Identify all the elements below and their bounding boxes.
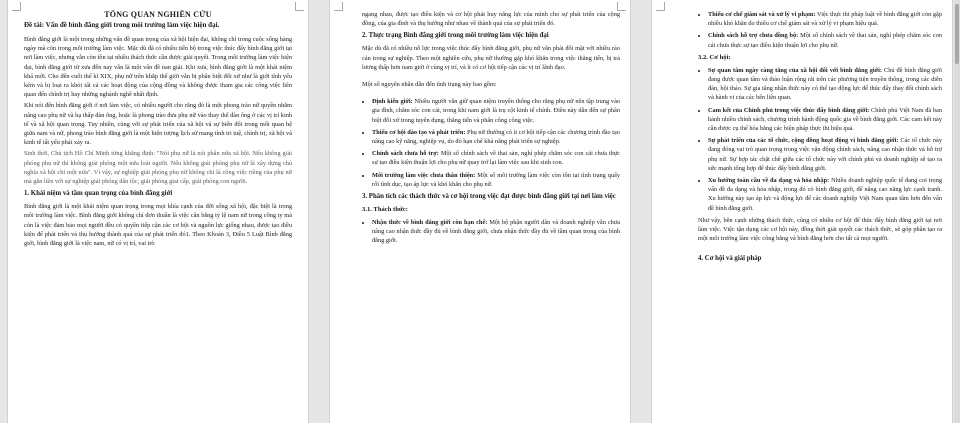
- challenges-list: [362, 218, 620, 246]
- document-page-1: [8, 0, 308, 423]
- list-item: [708, 66, 942, 103]
- opportunities-list: [698, 66, 942, 213]
- list-item-text: Phụ nữ thường có ít cơ hội tiếp cận các chương trình đào tạo nâng cao kỹ năng, nghiệp vụ, do đó hạn chế khả năng phát triển sự nghiệp.: [372, 128, 620, 146]
- paragraph: Bình đẳng giới là một khái niệm quan trọng trong mọi khía cạnh của đời sống xã hội, đặc biệt là trong môi trường làm việc. Bình đẳng giới không chỉ đơn thuần là việc cân bằng tỷ lệ nam nữ trong công ty mà còn là việc đảm bảo mọi người đều có quyền tiếp cận các cơ hội và nguồn lực giống nhau, được tạo điều kiện để phát triển và thụ hưởng thành quả của sự phát triển đó1. Theo Khoản 3, Điều 5 Luật Bình đẳng giới, bình đẳng giới là việc nam, nữ có vị trí, vai trò: [24, 203, 292, 248]
- list-item: [708, 10, 942, 28]
- crop-mark: [295, 2, 304, 11]
- list-item-term: Thiếu cơ hội đào tạo và phát triển:: [372, 128, 466, 136]
- list-item: [372, 149, 620, 167]
- document-topic: Đề tài: Vấn đề bình đẳng giới trong môi trường làm việc hiện đại.: [24, 21, 220, 29]
- crop-mark: [334, 2, 343, 11]
- paragraph: Như vậy, bên cạnh những thách thức, cũng có nhiều cơ hội để thúc đẩy bình đẳng giới tại nơi làm việc. Việc tận dụng các cơ hội này, đồng thời giải quyết các thách thức, sẽ góp phần tạo ra một môi trường làm việc công bằng và bình đẳng hơn cho tất cả mọi người.: [698, 216, 942, 243]
- document-page-2: [330, 0, 630, 423]
- list-item-term: Thiếu cơ chế giám sát và xử lý vi phạm:: [708, 11, 816, 18]
- list-item-term: Sự quan tâm ngày càng tăng của xã hội đối với bình đẳng giới:: [708, 66, 882, 74]
- list-item-term: Định kiến giới:: [372, 98, 413, 106]
- list-item-text: Các tổ chức này đang đóng vai trò quan trọng trong việc vận động chính sách, nâng cao nhận thức và hỗ trợ phụ nữ. Sự hợp tác chặt chẽ giữa các tổ chức này với chính phủ và doanh nghiệp sẽ tạo ra sức mạnh tổng hợp để thúc đẩy bình đẳng giới.: [708, 137, 942, 172]
- list-item-text: Nhiều người vẫn giữ quan niệm truyền thống cho rằng phụ nữ nên tập trung vào gia đình, chăm sóc con cái, trong khi nam giới là trụ cột kinh tế chính. Điều này dẫn đến sự phân biệt đối xử trong tuyển dụng, thăng tiến và phân công công việc.: [372, 98, 620, 124]
- list-item: [372, 171, 620, 189]
- list-item: [708, 106, 942, 134]
- subsection-heading: 3.2. Cơ hội:: [698, 53, 731, 61]
- list-item-term: Cam kết của Chính phủ trong việc thúc đẩy bình đẳng giới:: [708, 106, 870, 114]
- paragraph: Bình đẳng giới là một trong những vấn đề quan trọng của xã hội hiện đại, không chỉ trong cuộc sống hàng ngày mà còn trong môi trường làm việc. Mặc dù đã có nhiều tiến bộ trong việc thúc đẩy bình đẳng giới tại nơi làm việc, nhưng vẫn còn tồn tại nhiều thách thức cần được giải quyết. Trong môi trường làm việc hiện đại, bình đẳng giới từ xưa đến nay vẫn là một vấn đề nan giải. Khi xưa, bình đẳng giới là một khái niệm khá mới. Cho đến cuối thế kỉ XIX, phụ nữ trên khắp thế giới vẫn bị phân biệt đối xử như là giới tính yếu kém và bị loại ra khỏi tất cả các hoạt động của cộng đồng và không được tham gia các công việc liên quan đến chính trị hay những nghành nghề nhất định.: [24, 36, 292, 99]
- vertical-scrollbar[interactable]: [954, 0, 960, 423]
- list-item-text: Việc thực thi pháp luật về bình đẳng giới còn gặp nhiều khó khăn do thiếu cơ chế giám sát và xử lý vi phạm hiệu quả.: [708, 11, 942, 28]
- section-heading: 1. Khái niệm và tầm quan trọng của bình đẳng giới: [24, 190, 173, 198]
- section-heading: 4. Cơ hội và giải pháp: [698, 255, 762, 263]
- list-item-text: Một số chính sách về thai sản, nghỉ phép chăm sóc con cái chưa thực sự tạo điều kiện thuận lợi cho phụ nữ quay trở lại làm việc sau khi sinh con.: [372, 150, 620, 167]
- list-item-term: Chính sách chưa hỗ trợ:: [372, 150, 439, 158]
- paragraph: Sinh thời, Chủ tịch Hồ Chí Minh từng khẳng định: "Nói phụ nữ là nói phân nửa xã hội. Nếu không giải phóng phụ nữ thì không giải phóng một nửa loài người. Nếu không giải phóng phụ nữ là xây dựng chủ nghĩa xã hội chỉ một nửa". Vì vậy, sự nghiệp giải phóng phụ nữ không chỉ là công việc riêng của phụ nữ mà gắn liền với sự nghiệp giải phóng dân tộc, giải phóng giai cấp, giải phóng con người.: [24, 150, 292, 186]
- paragraph: Một số nguyên nhân dẫn đến tình trạng này bao gồm:: [362, 81, 497, 89]
- list-item: [708, 31, 942, 49]
- causes-list: [362, 97, 620, 189]
- section-heading: 3. Phân tích các thách thức và cơ hội trong việc đạt được bình đẳng giới tại nơi làm việc: [362, 193, 616, 201]
- document-page-3: [652, 0, 952, 423]
- list-item: [372, 218, 620, 246]
- list-item: [708, 176, 942, 213]
- list-item-text: Một số môi trường làm việc còn tồn tại tình trạng quấy rối tình dục, tạo áp lực và khó khăn cho phụ nữ.: [372, 171, 620, 188]
- list-item-term: Xu hướng toàn cầu về đa dạng và hòa nhập:: [708, 177, 830, 185]
- document-title: TỔNG QUAN NGHIÊN CỨU: [104, 10, 212, 19]
- list-item-text: Chính phủ Việt Nam đã ban hành nhiều chính sách, chương trình hành động quốc gia về bình đẳng giới. Các cam kết này cần được cụ thể hóa bằng các biện pháp thực thi hiệu quả.: [708, 106, 942, 133]
- list-item-text: Nhiều doanh nghiệp quốc tế đang coi trọng vấn đề đa dạng và hòa nhập, trong đó có bình đẳng giới, để nâng cao năng lực cạnh tranh. Xu hướng này tạo áp lực và động lực để các doanh nghiệp Việt Nam quan tâm hơn đến vấn đề bình đẳng giới.: [708, 177, 942, 212]
- list-item: [372, 97, 620, 125]
- list-item-term: Chính sách hỗ trợ chưa đồng bộ:: [708, 32, 799, 40]
- scrollbar-thumb[interactable]: [955, 4, 959, 64]
- paragraph: Mặc dù đã có nhiều nỗ lực trong việc thúc đẩy bình đẳng giới, phụ nữ vẫn phải đối mặt với nhiều rào cản trong sự nghiệp. Theo một nghiên cứu, phụ nữ thường gặp khó khăn trong việc thăng tiến, bị trả lương thấp hơn nam giới ở cùng vị trí, và ít có cơ hội tiếp cận các vị trí lãnh đạo.: [362, 45, 620, 71]
- list-item-text: Một bộ phận người dân và doanh nghiệp vẫn chưa nâng cao nhận thức đầy đủ về bình đẳng giới, chưa nhận thức đầy đủ về tầm quan trọng của bình đẳng giới.: [372, 219, 620, 245]
- list-item: [372, 128, 620, 146]
- list-item: [708, 136, 942, 173]
- list-item-term: Môi trường làm việc chưa thân thiện:: [372, 171, 476, 179]
- list-item-term: Nhận thức về bình đẳng giới còn hạn chế:: [372, 219, 488, 227]
- crop-mark: [12, 2, 21, 11]
- subsection-heading: 3.1. Thách thức:: [362, 206, 408, 214]
- list-item-text: Một số chính sách về thai sản, nghỉ phép chăm sóc con cái chưa thực sự tạo điều kiện thuận lợi cho phụ nữ.: [708, 32, 942, 49]
- list-item-text: Chủ đề bình đẳng giới đang được quan tâm và thảo luận rộng rãi trên các phương tiện truyền thông, trong các diễn đàn, hội thảo. Sự gia tăng nhận thức này có thể tạo động lực để thúc đẩy thay đổi chính sách và hành vi của các bên liên quan.: [708, 66, 942, 102]
- paragraph: ngang nhau, được tạo điều kiện và cơ hội phát huy năng lực của mình cho sự phát triển của cộng đồng, của gia đình và thụ hưởng như nhau về thành quả của sự phát triển đó.: [362, 11, 620, 28]
- challenges-list-continued: [698, 10, 942, 50]
- section-heading: 2. Thực trạng Bình đẳng giới trong môi trường làm việc hiện đại: [362, 32, 549, 40]
- paragraph: Khi nói đến bình đẳng giới ở nơi làm việc, có nhiều người cho rằng đó là một phong trào nữ quyền nhằm nâng cao phụ nữ và hạ thấp đàn ông, hoặc là phong trào đưa phụ nữ vào thay thế đàn ông ở các vị trí kinh tế và xã hội quan trọng. Tuy nhiên, cùng với sự phát triển của xã hội và sự biến đổi trong mối quan hệ giữa nam và nữ, phong trào bình đẳng giới là một hiện tượng lịch sử mang tính tri tuệ, chính trị, xã hội và kinh tế tất yếu phải xảy ra.: [24, 102, 292, 147]
- crop-mark: [656, 2, 665, 11]
- list-item-term: Sự phát triển của các tổ chức, cộng đồng hoạt động vì bình đẳng giới:: [708, 137, 899, 145]
